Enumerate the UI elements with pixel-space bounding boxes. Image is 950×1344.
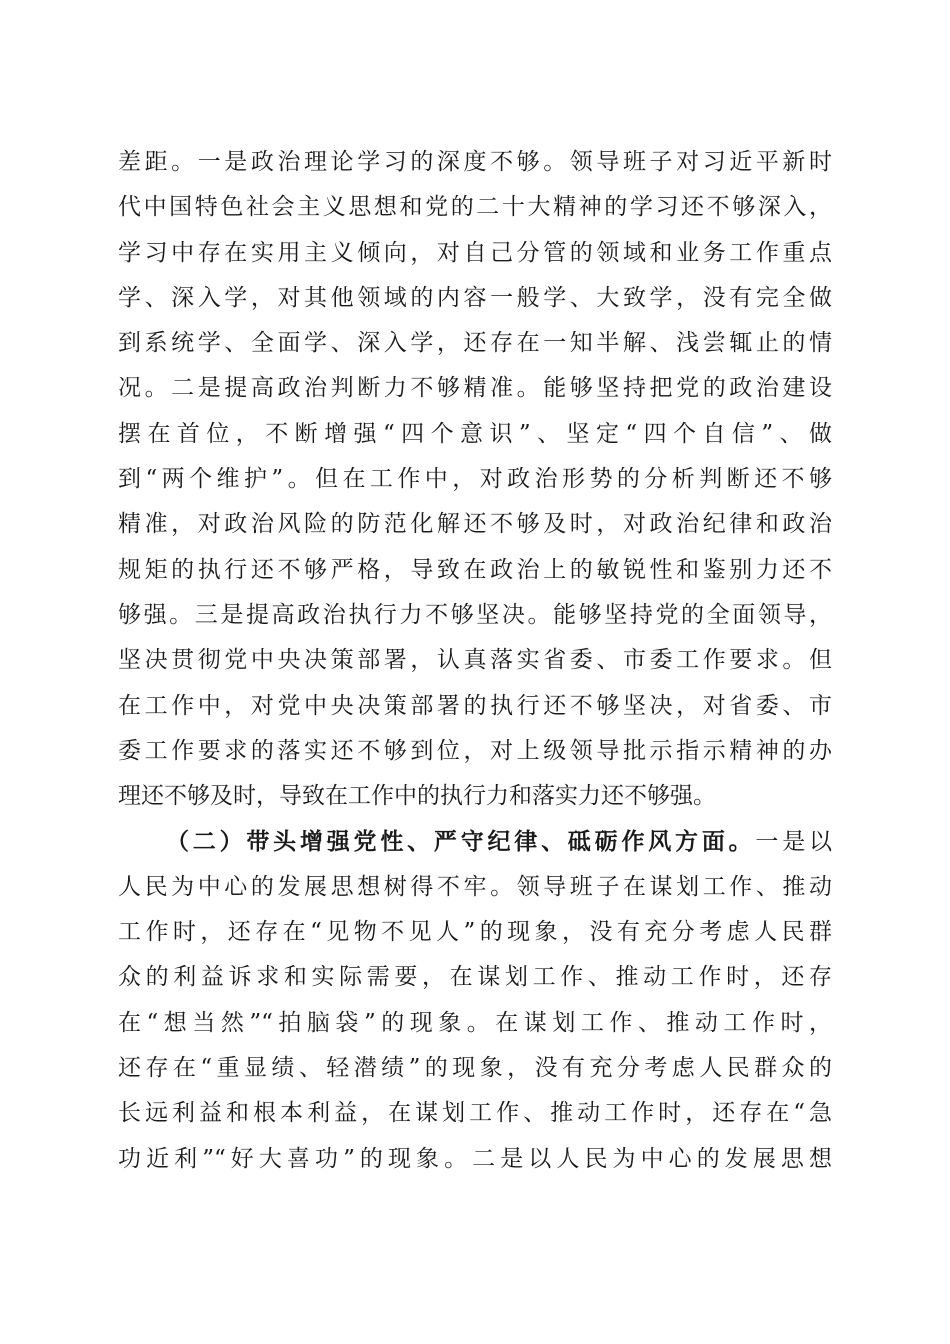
text-line: 况。二是提高政治判断力不够精准。能够坚持把党的政治建设 [118,375,832,402]
text-line: 到系统学、全面学、深入学，还存在一知半解、浅尝辄止的情 [118,330,832,357]
text-line: 坚决贯彻党中央决策部署，认真落实省委、市委工作要求。但 [118,647,832,674]
text-line: 人民为中心的发展思想树得不牢。领导班子在谋划工作、推动 [118,873,832,900]
body-text [118,140,832,1182]
text-line: 工作时，还存在“见物不见人”的现象，没有充分考虑人民群 [118,919,832,946]
text-line: 众的利益诉求和实际需要，在谋划工作、推动工作时，还存 [118,964,832,991]
text-line: 学习中存在实用主义倾向，对自己分管的领域和业务工作重点 [118,239,832,266]
paragraph-1 [118,140,832,819]
text-line: 精准，对政治风险的防范化解还不够及时，对政治纪律和政治 [118,511,832,538]
text-line: 摆在首位，不断增强“四个意识”、坚定“四个自信”、做 [118,420,832,447]
text-line: 够强。三是提高政治执行力不够坚决。能够坚持党的全面领导， [118,601,832,628]
text-line: 委工作要求的落实还不够到位，对上级领导批示指示精神的办 [118,737,832,764]
section-heading-line [118,819,832,864]
section-heading: （二）带头增强党性、严守纪律、砥砺作风方面。 [166,828,756,856]
heading-line-continuation: 一是以 [755,829,833,856]
text-line: 理还不够及时，导致在工作中的执行力和落实力还不够强。 [118,783,716,810]
text-line: 到“两个维护”。但在工作中，对政治形势的分析判断还不够 [118,466,832,493]
text-line: 规矩的执行还不够严格，导致在政治上的敏锐性和鉴别力还不 [118,556,832,583]
text-line: 差距。一是政治理论学习的深度不够。领导班子对习近平新时 [118,149,832,175]
text-line: 功近利”“好大喜功”的现象。二是以人民为中心的发展思想 [118,1145,832,1172]
text-line: 长远利益和根本利益，在谋划工作、推动工作时，还存在“急 [118,1100,832,1127]
text-line: 在“想当然”“拍脑袋”的现象。在谋划工作、推动工作时， [118,1009,832,1036]
paragraph-2 [118,819,832,1181]
text-line: 在工作中，对党中央决策部署的执行还不够坚决，对省委、市 [118,692,832,719]
text-line: 学、深入学，对其他领域的内容一般学、大致学，没有完全做 [118,284,832,311]
text-line: 还存在“重显绩、轻潜绩”的现象，没有充分考虑人民群众的 [118,1054,832,1081]
text-line: 代中国特色社会主义思想和党的二十大精神的学习还不够深入， [118,194,832,221]
